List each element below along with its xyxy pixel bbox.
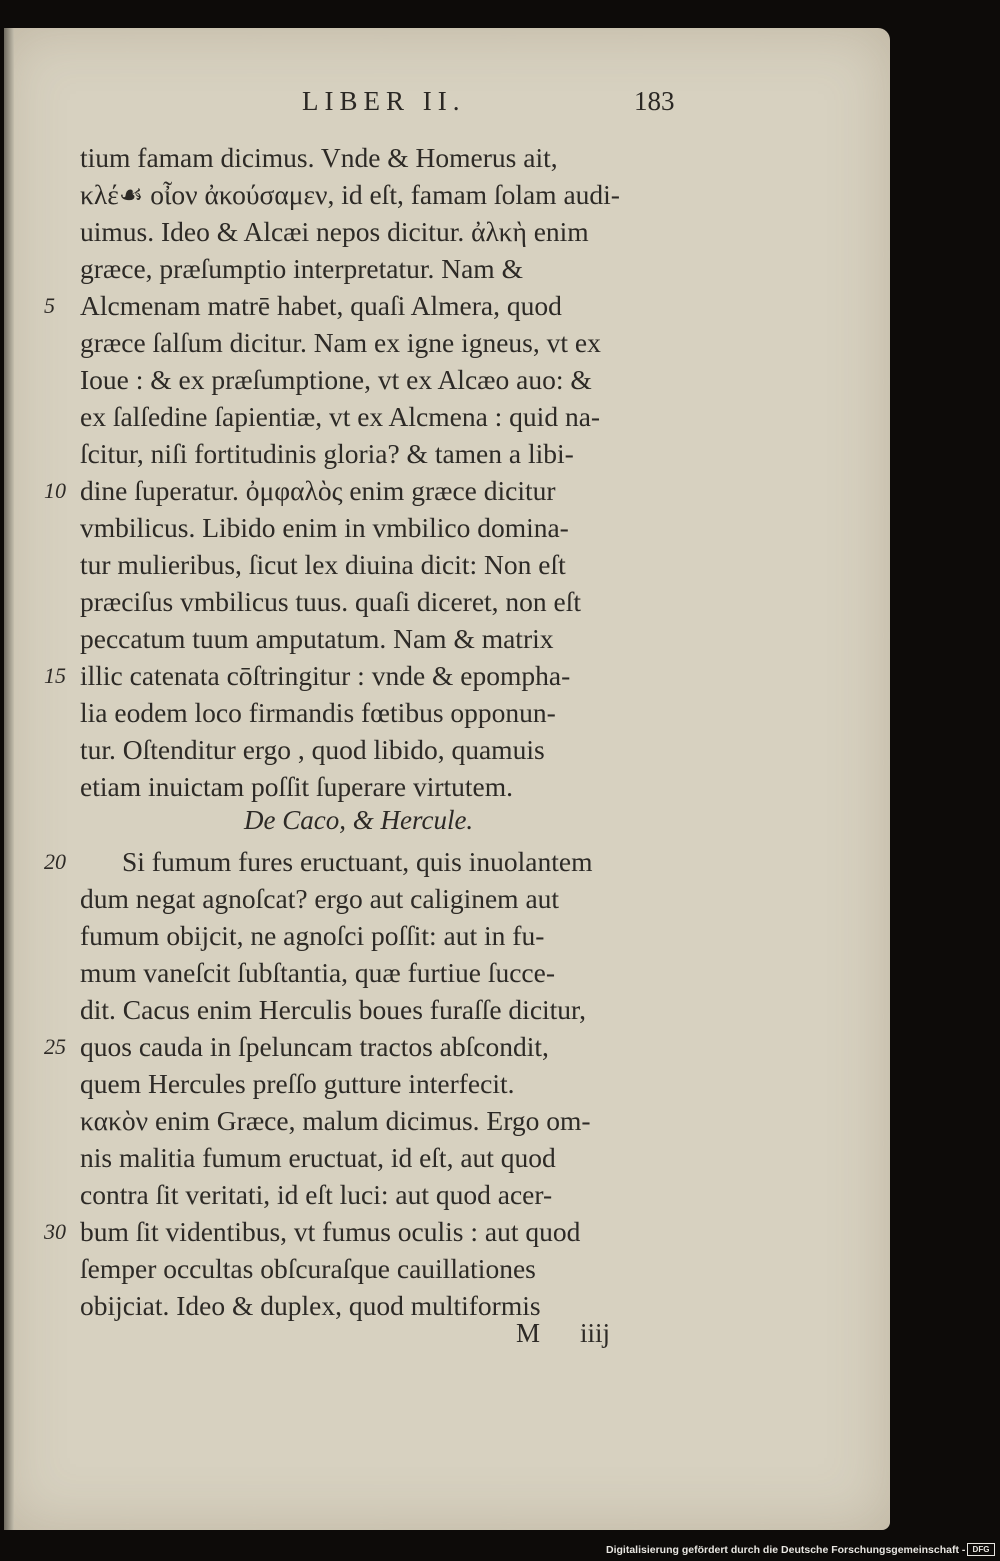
line-number: 25 (44, 1034, 66, 1059)
text-line: dum negat agnoſcat? ergo aut caliginem aut (80, 883, 560, 914)
text-line: tur. Oſtenditur ergo , quod libido, quamuis (80, 734, 545, 765)
text-line: Ioue : & ex præſumptione, vt ex Alcæo auo: & (80, 364, 592, 395)
text-line: obijciat. Ideo & duplex, quod multiformis (80, 1290, 541, 1321)
text-line: κλέ☙ οἶον ἀκούσαμεν, id eſt, famam ſolam audi- (80, 179, 620, 210)
section-heading: De Caco, & Hercule. (244, 805, 474, 835)
line-number: 15 (44, 663, 66, 688)
dfg-logo: DFG (967, 1543, 995, 1556)
digitization-credit: Digitalisierung gefördert durch die Deutsche Forschungsgemeinschaft - (606, 1544, 966, 1556)
text-line: ex ſalſedine ſapientiæ, vt ex Alcmena : quid na- (80, 401, 601, 432)
signature-leaf: iiij (580, 1318, 611, 1348)
running-title: LIBER II. (302, 86, 466, 116)
text-line: vmbilicus. Libido enim in vmbilico domina- (80, 512, 569, 543)
text-line: uimus. Ideo & Alcæi nepos dicitur. ἀλκὴ enim (80, 216, 589, 247)
text-line: ſemper occultas obſcuraſque cauillationes (80, 1253, 536, 1284)
line-number: 10 (44, 478, 66, 503)
text-line: lia eodem loco firmandis fœtibus opponun- (80, 697, 556, 728)
text-line: græce, præſumptio interpretatur. Nam & (80, 253, 523, 284)
text-line: κακὸν enim Græce, malum dicimus. Ergo om- (80, 1105, 591, 1136)
text-line: Alcmenam matrē habet, quaſi Almera, quod (80, 290, 562, 321)
page-gutter-shadow (4, 28, 14, 1530)
text-line: bum ſit videntibus, vt fumus oculis : aut quod (80, 1216, 581, 1247)
text-line: fumum obijcit, ne agnoſci poſſit: aut in fu- (80, 920, 545, 951)
text-line: Si fumum fures eructuant, quis inuolantem (122, 846, 593, 877)
text-line: ſcitur, niſi fortitudinis gloria? & tamen a libi- (80, 438, 574, 469)
text-line: nis malitia fumum eructuat, id eſt, aut quod (80, 1142, 556, 1173)
running-head (4, 86, 890, 126)
text-line: tur mulieribus, ſicut lex diuina dicit: Non eſt (80, 549, 566, 580)
text-line: etiam inuictam poſſit ſuperare virtutem. (80, 771, 513, 802)
text-line: tium famam dicimus. Vnde & Homerus ait, (80, 142, 558, 173)
text-line: dit. Cacus enim Herculis boues furaſſe dicitur, (80, 994, 586, 1025)
text-line: dine ſuperatur. ὀμφαλὸς enim græce dicitur (80, 475, 556, 506)
text-line: contra ſit veritati, id eſt luci: aut quod acer- (80, 1179, 553, 1210)
book-page (4, 28, 890, 1530)
line-number: 20 (44, 849, 66, 874)
text-line: quem Hercules preſſo gutture interfecit. (80, 1068, 515, 1099)
signature-mark: M (516, 1318, 541, 1348)
text-line: mum vaneſcit ſubſtantia, quæ furtiue ſucce- (80, 957, 555, 988)
text-line: quos cauda in ſpeluncam tractos abſcondit, (80, 1031, 549, 1062)
page-number: 183 (634, 86, 675, 116)
line-number: 5 (44, 293, 55, 318)
text-line: græce ſalſum dicitur. Nam ex igne igneus, vt ex (80, 327, 601, 358)
text-line: illic catenata cōſtringitur : vnde & epompha- (80, 660, 571, 691)
line-number: 30 (44, 1219, 66, 1244)
text-line: præciſus vmbilicus tuus. quaſi diceret, non eſt (80, 586, 582, 617)
text-line: peccatum tuum amputatum. Nam & matrix (80, 623, 554, 654)
